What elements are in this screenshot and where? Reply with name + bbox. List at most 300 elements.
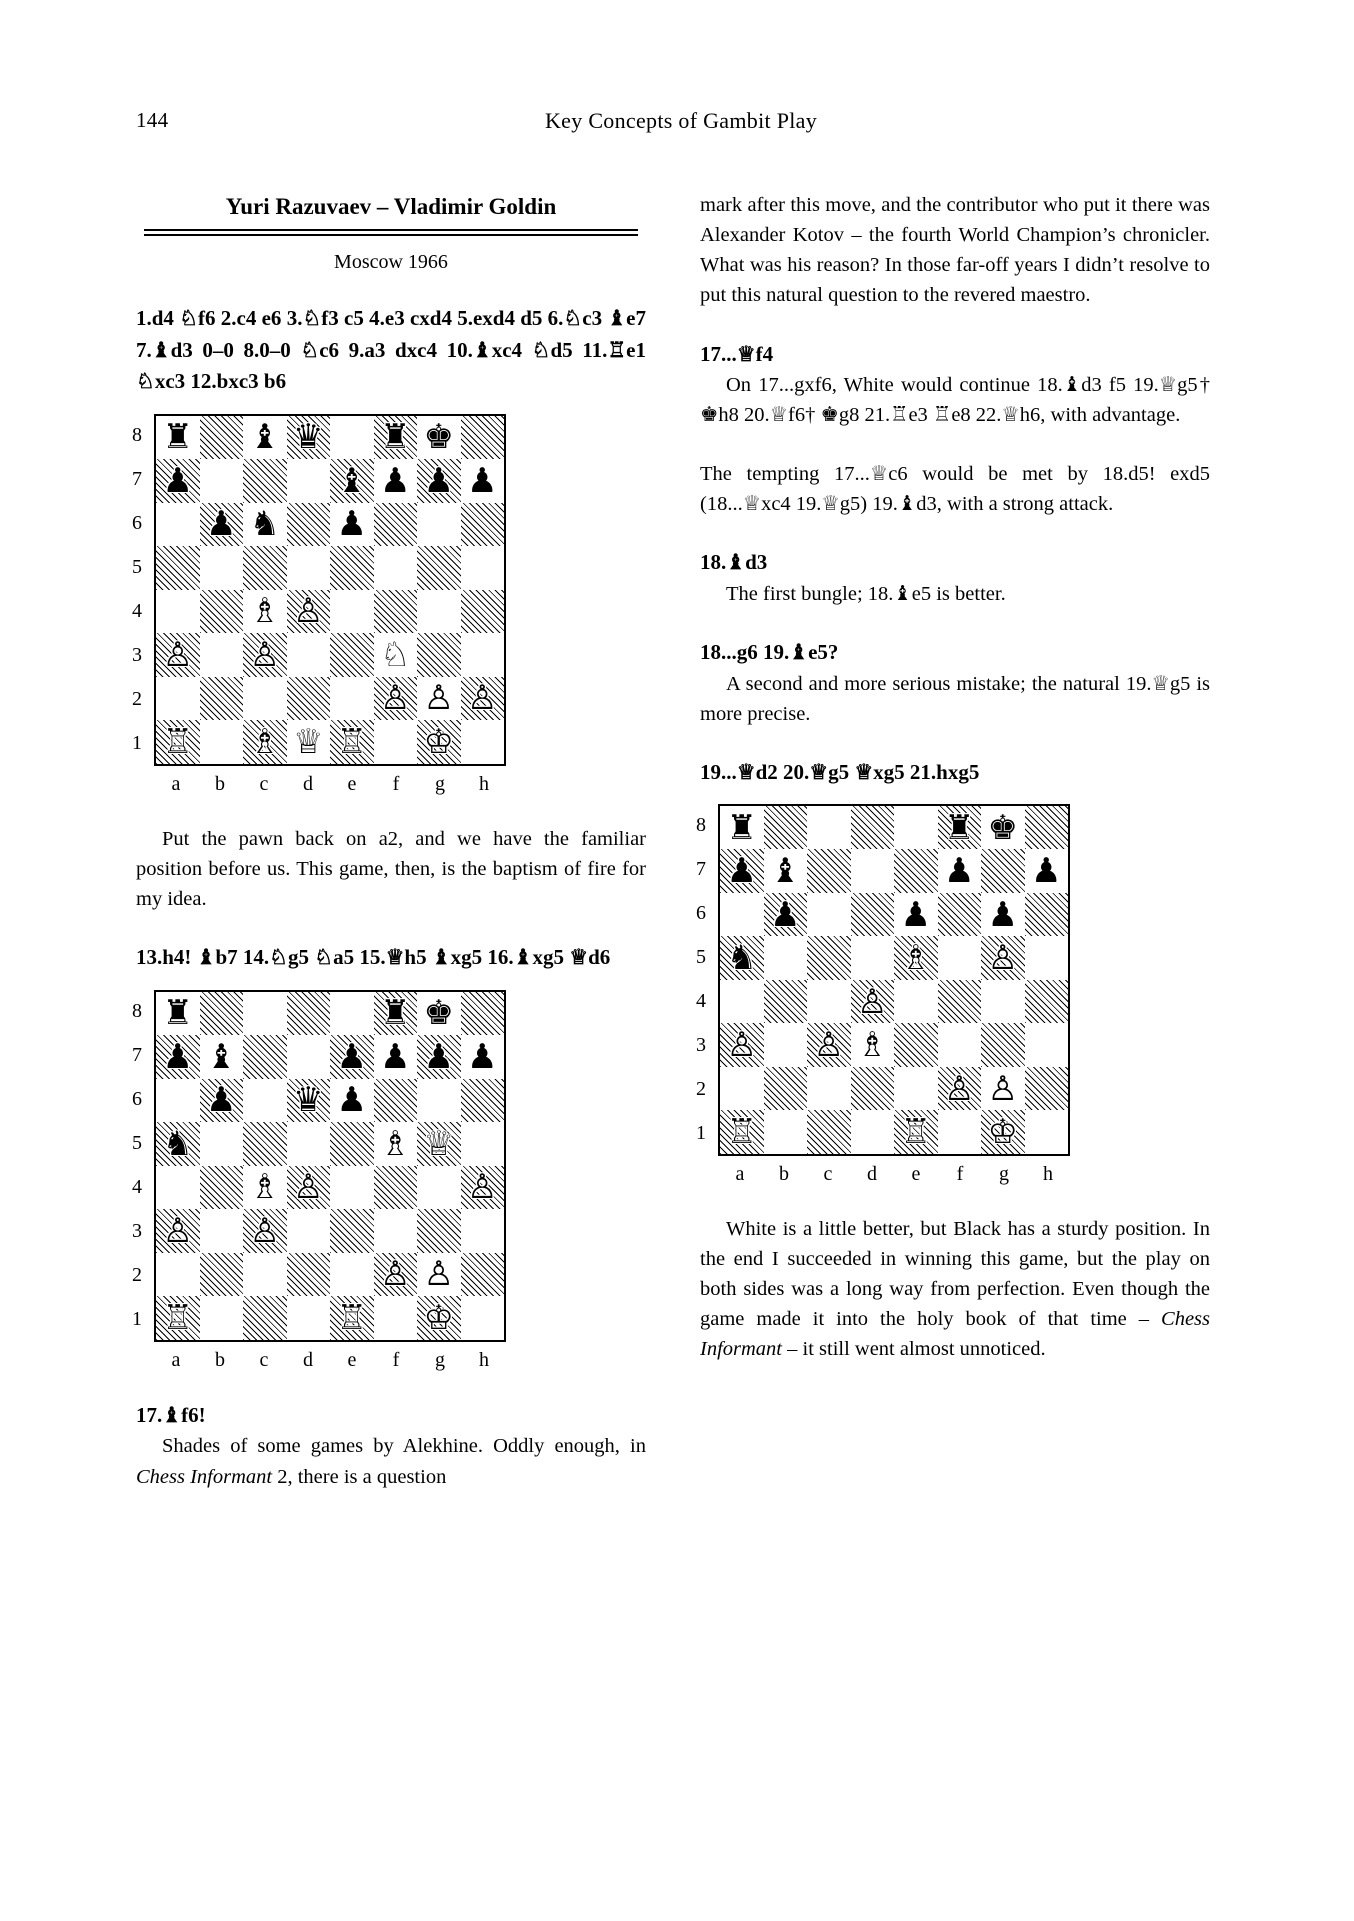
board-square — [330, 416, 374, 460]
chess-piece: ♜ — [380, 417, 411, 458]
chess-piece: ♝ — [249, 417, 280, 458]
paragraph-17 — [136, 1431, 646, 1491]
chess-piece: ♔ — [423, 1297, 454, 1338]
board-square — [156, 503, 200, 547]
board-square — [851, 849, 895, 893]
chess-piece: ♙ — [249, 634, 280, 675]
left-column — [132, 190, 646, 1494]
board-square — [374, 677, 418, 721]
chess-piece: ♝ — [206, 1036, 237, 1077]
board-square — [200, 677, 244, 721]
chess-piece: ♟ — [770, 894, 801, 935]
board-square — [938, 936, 982, 980]
chess-diagram-2 — [132, 990, 646, 1376]
board-square — [287, 1253, 331, 1297]
chess-piece: ♙ — [987, 1068, 1018, 1109]
file-label: d — [303, 1348, 313, 1371]
board-square — [894, 936, 938, 980]
chess-piece: ♜ — [162, 993, 193, 1034]
board-square — [200, 1209, 244, 1253]
rank-label: 5 — [132, 555, 142, 578]
board-square — [851, 980, 895, 1024]
rank-label: 3 — [132, 643, 142, 666]
board-square — [374, 1166, 418, 1210]
board-square — [200, 633, 244, 677]
chess-piece: ♕ — [423, 1123, 454, 1164]
chess-piece: ♖ — [336, 1297, 367, 1338]
chess-piece: ♗ — [380, 1123, 411, 1164]
board-square — [243, 459, 287, 503]
chess-piece: ♚ — [423, 417, 454, 458]
board-square — [287, 1166, 331, 1210]
board-square — [894, 980, 938, 1024]
board-square — [417, 416, 461, 460]
chess-piece: ♟ — [380, 460, 411, 501]
board-square — [374, 720, 418, 764]
board-square — [461, 1122, 505, 1166]
board-square — [1025, 1067, 1069, 1111]
chess-piece: ♖ — [336, 721, 367, 762]
board-square — [156, 1296, 200, 1340]
board-square — [243, 1253, 287, 1297]
moves-13-16: 13.h4! ♝b7 14.♘g5 ♘a5 15.♕h5 ♝xg5 16.♝xg5 ♕d6 — [136, 945, 611, 970]
chess-piece: ♗ — [249, 721, 280, 762]
board-square — [287, 546, 331, 590]
board-square — [200, 546, 244, 590]
board-square — [720, 1110, 764, 1154]
board-square — [330, 1296, 374, 1340]
chess-piece: ♗ — [900, 938, 931, 979]
rank-label: 7 — [132, 1043, 142, 1066]
chess-piece: ♝ — [336, 460, 367, 501]
chess-piece: ♙ — [293, 1167, 324, 1208]
board-square — [981, 849, 1025, 893]
chess-piece: ♟ — [467, 460, 498, 501]
board-square — [156, 1035, 200, 1079]
rank-label: 7 — [696, 858, 706, 881]
board-square — [1025, 893, 1069, 937]
board-square — [330, 503, 374, 547]
board-square — [374, 546, 418, 590]
board-square — [461, 720, 505, 764]
board-square — [330, 1079, 374, 1123]
chess-piece: ♟ — [1031, 851, 1062, 892]
board-square — [417, 1166, 461, 1210]
chess-piece: ♟ — [336, 504, 367, 545]
opening-moves: 1.d4 ♘f6 2.c4 e6 3.♘f3 c5 4.e3 cxd4 5.exd4 d5 6.♘c3 ♝e7 7.♝d3 0–0 8.0–0 ♘c6 9.a3 dxc4 10.♝xc4 ♘d5 11.♖e1 ♘xc3 12.bxc3 b6 — [136, 306, 646, 394]
board-square — [764, 806, 808, 850]
board-square — [243, 1296, 287, 1340]
chess-board — [154, 414, 506, 766]
board-square — [764, 936, 808, 980]
board-square — [851, 1067, 895, 1111]
chess-piece: ♜ — [162, 417, 193, 458]
file-label: g — [435, 1348, 445, 1371]
board-square — [417, 1253, 461, 1297]
board-square — [720, 936, 764, 980]
board-square — [417, 1296, 461, 1340]
chess-piece: ♜ — [726, 807, 757, 848]
board-square — [807, 893, 851, 937]
rank-label: 2 — [132, 687, 142, 710]
file-labels-3 — [718, 1160, 1070, 1190]
chess-piece: ♛ — [293, 417, 324, 458]
board-square — [243, 1035, 287, 1079]
board-square — [894, 893, 938, 937]
board-square — [330, 1166, 374, 1210]
board-square — [287, 459, 331, 503]
file-label: e — [911, 1162, 921, 1185]
chess-piece: ♜ — [944, 807, 975, 848]
board-square — [330, 1253, 374, 1297]
board-square — [461, 503, 505, 547]
board-square — [417, 1209, 461, 1253]
board-square — [243, 720, 287, 764]
board-square — [243, 416, 287, 460]
file-label: c — [823, 1162, 833, 1185]
board-square — [461, 1079, 505, 1123]
board-square — [461, 677, 505, 721]
board-square — [461, 992, 505, 1036]
work-title-1: Chess — [1161, 1308, 1210, 1331]
chess-piece: ♙ — [162, 1210, 193, 1251]
chess-piece: ♗ — [249, 1167, 280, 1208]
board-square — [807, 849, 851, 893]
paragraph-tempting: The tempting 17...♕c6 would be met by 18.d5! exd5 (18...♕xc4 19.♕g5) 19.♝d3, with a strong attack. — [700, 462, 1210, 515]
work-title: Chess Informant — [136, 1465, 273, 1488]
board-square — [894, 1067, 938, 1111]
board-square — [981, 980, 1025, 1024]
board-square — [200, 992, 244, 1036]
board-square — [156, 416, 200, 460]
chess-piece: ♟ — [900, 894, 931, 935]
rank-label: 1 — [132, 731, 142, 754]
board-square — [243, 1079, 287, 1123]
board-square — [461, 1035, 505, 1079]
chess-piece: ♔ — [987, 1112, 1018, 1153]
page-number: 144 — [136, 108, 169, 132]
rank-label: 2 — [696, 1078, 706, 1101]
right-column — [696, 190, 1210, 1366]
chess-piece: ♟ — [206, 504, 237, 545]
board-square — [156, 1209, 200, 1253]
board-square — [243, 1209, 287, 1253]
board-square — [287, 1079, 331, 1123]
board-square — [243, 546, 287, 590]
board-square — [156, 459, 200, 503]
board-square — [764, 849, 808, 893]
chess-piece: ♕ — [293, 721, 324, 762]
chess-piece: ♙ — [857, 981, 888, 1022]
board-square — [374, 416, 418, 460]
chess-piece: ♙ — [380, 678, 411, 719]
board-square — [374, 590, 418, 634]
file-label: a — [171, 1348, 181, 1371]
file-label: b — [215, 1348, 225, 1371]
chess-piece: ♟ — [467, 1036, 498, 1077]
chess-piece: ♙ — [249, 1210, 280, 1251]
board-square — [981, 936, 1025, 980]
board-square — [720, 1067, 764, 1111]
board-square — [374, 1209, 418, 1253]
board-square — [417, 677, 461, 721]
board-square — [417, 546, 461, 590]
rank-label: 6 — [696, 902, 706, 925]
board-square — [417, 590, 461, 634]
board-square — [374, 459, 418, 503]
paragraph-17-text: Shades of some games by Alekhine. Oddly enough, in — [162, 1435, 646, 1458]
file-label: b — [215, 772, 225, 795]
board-square — [461, 546, 505, 590]
rank-label: 4 — [696, 990, 706, 1013]
chess-piece: ♞ — [162, 1123, 193, 1164]
file-labels-1 — [154, 770, 506, 800]
board-square — [461, 1166, 505, 1210]
file-label: h — [1043, 1162, 1053, 1185]
board-square — [243, 633, 287, 677]
board-square — [243, 1122, 287, 1166]
rank-label: 8 — [696, 814, 706, 837]
chess-piece: ♟ — [987, 894, 1018, 935]
board-square — [938, 849, 982, 893]
board-square — [1025, 806, 1069, 850]
chess-piece: ♙ — [944, 1068, 975, 1109]
move-17b-heading: 17...♕f4 — [700, 341, 774, 366]
board-square — [417, 1035, 461, 1079]
board-square — [200, 1035, 244, 1079]
chess-piece: ♙ — [467, 1167, 498, 1208]
chess-piece: ♟ — [206, 1080, 237, 1121]
board-square — [287, 633, 331, 677]
board-square — [1025, 1023, 1069, 1067]
chess-piece: ♖ — [726, 1112, 757, 1153]
board-square — [981, 806, 1025, 850]
chess-piece: ♙ — [987, 938, 1018, 979]
move-18b-heading: 18...g6 19.♝e5? — [700, 639, 839, 664]
board-square — [851, 1023, 895, 1067]
file-label: e — [347, 772, 357, 795]
file-label: h — [479, 772, 489, 795]
chess-piece: ♜ — [380, 993, 411, 1034]
chess-piece: ♟ — [423, 1036, 454, 1077]
board-square — [851, 936, 895, 980]
paragraph-after-diagram-1: Put the pawn back on a2, and we have the familiar position before us. This game, then, is the baptism of fire for my idea. — [136, 827, 646, 910]
chess-piece: ♟ — [336, 1080, 367, 1121]
chess-piece: ♘ — [380, 634, 411, 675]
board-square — [287, 1122, 331, 1166]
rank-label: 8 — [132, 999, 142, 1022]
board-square — [894, 849, 938, 893]
chess-board — [154, 990, 506, 1342]
game-event: Moscow 1966 — [334, 250, 448, 273]
board-square — [374, 1296, 418, 1340]
move-19-heading: 19...♕d2 20.♕g5 ♕xg5 21.hxg5 — [700, 759, 980, 784]
file-label: f — [392, 1348, 400, 1371]
chess-piece: ♖ — [162, 1297, 193, 1338]
board-square — [461, 1296, 505, 1340]
board-square — [200, 1296, 244, 1340]
page-header — [136, 108, 1226, 138]
rank-label: 4 — [132, 599, 142, 622]
paragraph-17-tail: 2, there is a question — [272, 1465, 447, 1488]
paragraph-17b: On 17...gxf6, White would continue 18.♝d3 f5 19.♕g5† ♚h8 20.♕f6† ♚g8 21.♖e3 ♖e8 22.♕h6, with advantage. — [700, 374, 1210, 427]
board-square — [330, 1035, 374, 1079]
chess-piece: ♛ — [293, 1080, 324, 1121]
board-square — [981, 1023, 1025, 1067]
file-label: f — [956, 1162, 964, 1185]
board-square — [851, 893, 895, 937]
board-square — [938, 1110, 982, 1154]
file-label: b — [779, 1162, 789, 1185]
board-square — [287, 503, 331, 547]
paragraph-bottom-text: White is a little better, but Black has a sturdy position. In the end I succeeded in winning this game, but the play on both sides was a long way from perfection. Even though the game made it into the holy book of that time – — [700, 1217, 1210, 1331]
board-square — [894, 1023, 938, 1067]
board-square — [894, 1110, 938, 1154]
board-square — [200, 720, 244, 764]
file-label: f — [392, 772, 400, 795]
board-square — [330, 677, 374, 721]
board-square — [200, 590, 244, 634]
board-square — [243, 503, 287, 547]
rank-label: 7 — [132, 467, 142, 490]
board-square — [330, 459, 374, 503]
rank-label: 8 — [132, 423, 142, 446]
board-square — [287, 590, 331, 634]
rank-labels-1 — [124, 414, 150, 766]
board-square — [720, 806, 764, 850]
chess-piece: ♗ — [857, 1025, 888, 1066]
board-square — [807, 936, 851, 980]
board-square — [330, 720, 374, 764]
board-square — [374, 1122, 418, 1166]
board-square — [851, 1110, 895, 1154]
board-square — [200, 1122, 244, 1166]
chess-piece: ♟ — [162, 1036, 193, 1077]
chess-piece: ♟ — [423, 460, 454, 501]
board-square — [417, 992, 461, 1036]
board-square — [764, 980, 808, 1024]
file-label: d — [303, 772, 313, 795]
chess-piece: ♙ — [813, 1025, 844, 1066]
board-square — [1025, 936, 1069, 980]
board-square — [938, 1067, 982, 1111]
chess-piece: ♟ — [726, 851, 757, 892]
board-square — [720, 980, 764, 1024]
chess-piece: ♟ — [944, 851, 975, 892]
chess-diagram-3 — [696, 804, 1210, 1190]
board-square — [1025, 980, 1069, 1024]
board-square — [461, 633, 505, 677]
board-square — [243, 677, 287, 721]
board-square — [807, 980, 851, 1024]
rank-label: 3 — [696, 1034, 706, 1057]
chess-piece: ♚ — [987, 807, 1018, 848]
paragraph-top: mark after this move, and the contributor who put it there was Alexander Kotov – the fourth World Champion’s chronicler. What was his reason? In those far-off years I didn’t resolve to put this natural question to the revered maestro. — [700, 194, 1210, 307]
board-square — [764, 1067, 808, 1111]
board-square — [200, 1079, 244, 1123]
board-square — [720, 849, 764, 893]
chess-diagram-1 — [132, 414, 646, 800]
rank-label: 1 — [132, 1307, 142, 1330]
board-square — [200, 1253, 244, 1297]
board-square — [417, 1079, 461, 1123]
board-square — [417, 633, 461, 677]
board-square — [330, 633, 374, 677]
board-square — [374, 1035, 418, 1079]
board-square — [417, 503, 461, 547]
board-square — [287, 992, 331, 1036]
board-square — [200, 459, 244, 503]
board-square — [938, 980, 982, 1024]
board-square — [243, 992, 287, 1036]
file-label: h — [479, 1348, 489, 1371]
board-square — [287, 1296, 331, 1340]
rank-labels-2 — [124, 990, 150, 1342]
board-square — [156, 590, 200, 634]
paragraph-bottom-tail: – it still went almost unnoticed. — [782, 1338, 1046, 1361]
board-square — [330, 1209, 374, 1253]
board-square — [981, 893, 1025, 937]
board-square — [461, 416, 505, 460]
file-label: a — [171, 772, 181, 795]
board-square — [200, 416, 244, 460]
game-title: Yuri Razuvaev – Vladimir Goldin — [225, 194, 557, 219]
rank-label: 6 — [132, 511, 142, 534]
chess-piece: ♞ — [249, 504, 280, 545]
chess-piece: ♟ — [380, 1036, 411, 1077]
chess-piece: ♟ — [336, 1036, 367, 1077]
chess-piece: ♟ — [162, 460, 193, 501]
chess-piece: ♞ — [726, 938, 757, 979]
board-square — [807, 1110, 851, 1154]
title-rule — [144, 229, 638, 236]
rank-label: 3 — [132, 1219, 142, 1242]
file-label: d — [867, 1162, 877, 1185]
file-label: c — [259, 772, 269, 795]
board-square — [720, 893, 764, 937]
board-square — [287, 677, 331, 721]
board-square — [764, 1110, 808, 1154]
board-square — [981, 1067, 1025, 1111]
chess-piece: ♙ — [423, 678, 454, 719]
board-square — [287, 416, 331, 460]
board-square — [200, 1166, 244, 1210]
board-square — [807, 1067, 851, 1111]
file-label: e — [347, 1348, 357, 1371]
chess-piece: ♙ — [726, 1025, 757, 1066]
board-square — [156, 546, 200, 590]
rank-label: 1 — [696, 1122, 706, 1145]
board-square — [243, 590, 287, 634]
work-title-2: Informant — [700, 1338, 782, 1361]
board-square — [374, 503, 418, 547]
board-square — [330, 590, 374, 634]
board-square — [374, 633, 418, 677]
board-square — [156, 720, 200, 764]
board-square — [851, 806, 895, 850]
board-square — [156, 1079, 200, 1123]
board-square — [156, 677, 200, 721]
chess-piece: ♙ — [467, 678, 498, 719]
paragraph-bottom — [700, 1214, 1210, 1365]
file-label: a — [735, 1162, 745, 1185]
board-square — [938, 893, 982, 937]
board-square — [938, 1023, 982, 1067]
rank-label: 2 — [132, 1263, 142, 1286]
chess-piece: ♙ — [380, 1254, 411, 1295]
board-square — [156, 1166, 200, 1210]
running-title: Key Concepts of Gambit Play — [544, 108, 818, 133]
